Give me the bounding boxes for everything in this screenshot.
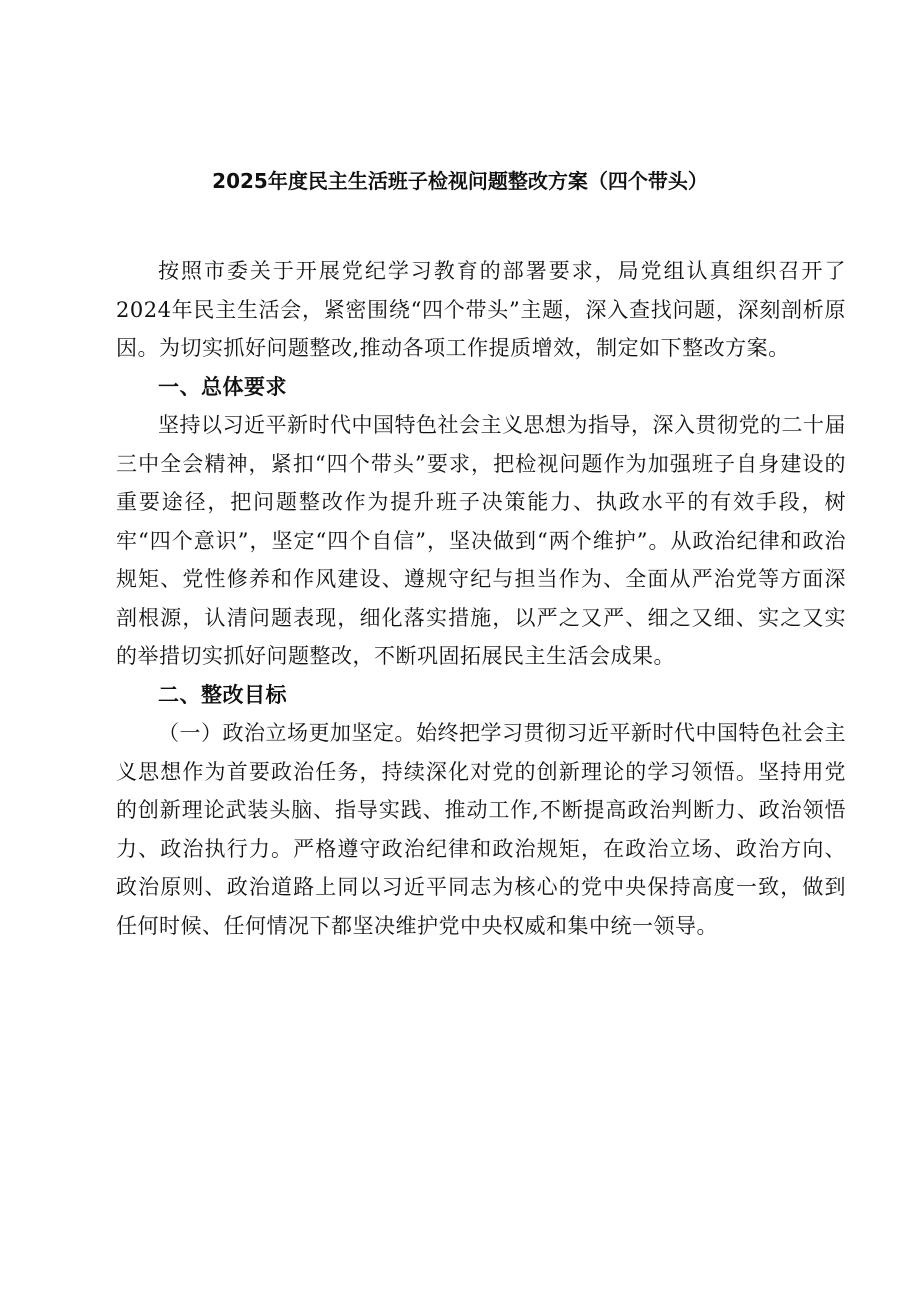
document-body <box>116 252 846 945</box>
rectification-goals-paragraph: （一）政治立场更加坚定。始终把学习贯彻习近平新时代中国特色社会主义思想作为首要政治任务，持续深化对党的创新理论的学习领悟。坚持用党的创新理论武装头脑、指导实践、推动工作,不断提高政治判断力、政治领悟力、政治执行力。严格遵守政治纪律和政治规矩，在政治立场、政治方向、政治原则、政治道路上同以习近平同志为核心的党中央保持高度一致，做到任何时候、任何情况下都坚决维护党中央权威和集中统一领导。 <box>116 721 846 938</box>
section-heading-general-requirements: 一、总体要求 <box>158 374 287 399</box>
general-requirements-paragraph: 坚持以习近平新时代中国特色社会主义思想为指导，深入贯彻党的二十届三中全会精神，紧扣“四个带头”要求，把检视问题作为加强班子自身建设的重要途径，把问题整改作为提升班子决策能力、执政水平的有效手段，树牢“四个意识”，坚定“四个自信”，坚决做到“两个维护”。从政治纪律和政治规矩、党性修养和作风建设、遵规守纪与担当作为、全面从严治党等方面深剖根源，认清问题表现，细化落实措施，以严之又严、细之又细、实之又实的举措切实抓好问题整改，不断巩固拓展民主生活会成果。 <box>116 413 846 668</box>
document-title: 2025年度民主生活班子检视问题整改方案（四个带头） <box>212 169 708 193</box>
section-heading-rectification-goals: 二、整改目标 <box>158 682 287 707</box>
intro-paragraph: 按照市委关于开展党纪学习教育的部署要求，局党组认真组织召开了2024年民主生活会，紧密围绕“四个带头”主题，深入查找问题，深刻剖析原因。为切实抓好问题整改,推动各项工作提质增效，制定如下整改方案。 <box>116 259 846 360</box>
